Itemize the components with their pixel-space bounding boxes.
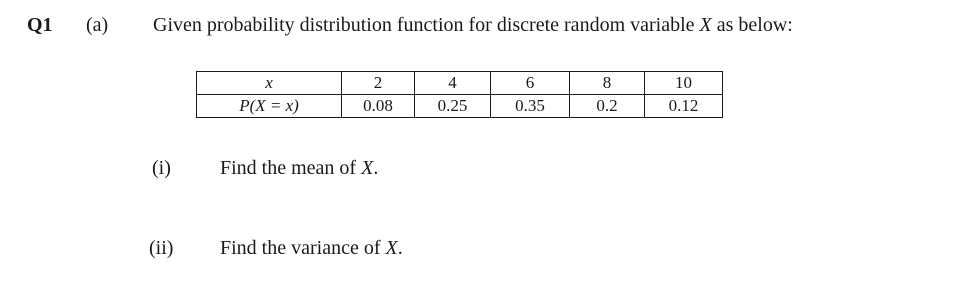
table-cell-x: 8 [570,72,645,95]
table-cell-probability: 0.35 [491,95,570,118]
table-cell-x: 2 [342,72,415,95]
table-cell-probability: 0.12 [645,95,723,118]
subpart-i-text-after: . [373,157,379,179]
subpart-i-text-before: Find the mean of [220,157,362,179]
question-intro [153,14,793,37]
table-header-x: x [197,72,342,95]
subpart-ii-label: (ii) [149,237,174,259]
subpart-ii-text-before: Find the variance of [220,237,386,259]
table-header-probability: P(X = x) [197,95,342,118]
subpart-ii-text [220,237,403,260]
table-row-x [197,72,723,95]
intro-variable: X [699,14,712,36]
table-cell-x: 6 [491,72,570,95]
intro-text-before: Given probability distribution function for discrete random variable [153,14,700,36]
subpart-i-text [220,157,378,180]
table-row-probability [197,95,723,118]
table-cell-probability: 0.2 [570,95,645,118]
table-cell-x: 4 [415,72,491,95]
part-label: (a) [86,14,109,36]
probability-table [196,71,723,118]
question-number: Q1 [27,14,53,36]
subpart-ii-text-after: . [397,237,403,259]
subpart-i-label: (i) [152,157,171,179]
subpart-ii-variable: X [385,237,398,259]
intro-text-after: as below: [711,14,793,36]
table-cell-x: 10 [645,72,723,95]
table-cell-probability: 0.25 [415,95,491,118]
table-cell-probability: 0.08 [342,95,415,118]
subpart-i-variable: X [361,157,374,179]
